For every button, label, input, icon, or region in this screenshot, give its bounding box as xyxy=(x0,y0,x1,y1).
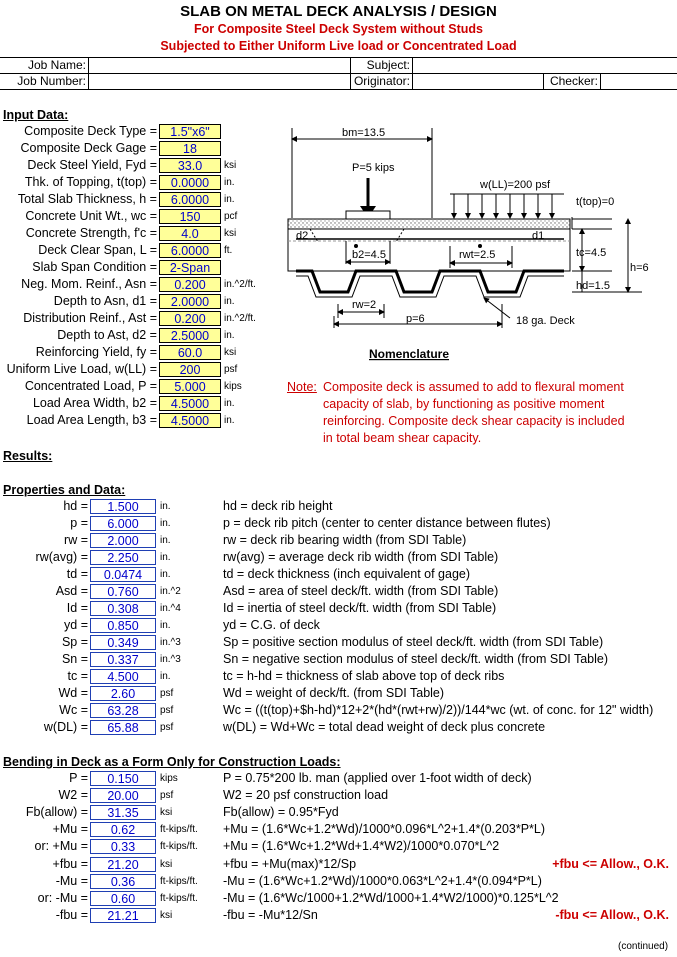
input-unit: ksi xyxy=(224,160,237,171)
property-description: Id = inertia of steel deck/ft. width (from SDI Table) xyxy=(223,601,497,615)
nomenclature-diagram xyxy=(282,118,658,362)
input-label: Slab Span Condition = xyxy=(32,260,157,274)
property-description: td = deck thickness (inch equivalent of gage) xyxy=(223,567,471,581)
input-label: Load Area Width, b2 = xyxy=(32,396,157,410)
job-name-label: Job Name: xyxy=(27,58,86,72)
sheet-subtitle-2: Subjected to Either Uniform Live load or Concentrated Load xyxy=(160,39,517,53)
property-description: Sp = positive section modulus of steel deck/ft. width (from SDI Table) xyxy=(223,635,604,649)
input-value-cell[interactable]: 2.5000 xyxy=(159,328,221,343)
input-label: Thk. of Topping, t(top) = xyxy=(24,175,157,189)
bending-description: +fbu = +Mu(max)*12/Sp xyxy=(223,857,357,871)
input-value-cell[interactable]: 4.0 xyxy=(159,226,221,241)
bending-unit: ksi xyxy=(160,807,173,818)
property-label: yd = xyxy=(64,618,88,632)
bending-value-cell: 0.150 xyxy=(90,771,156,786)
note-label: Note: xyxy=(287,380,317,394)
input-unit: in. xyxy=(224,415,235,426)
property-unit: in. xyxy=(160,671,171,682)
property-value-cell: 0.308 xyxy=(90,601,156,616)
property-value-cell: 0.760 xyxy=(90,584,156,599)
input-value-cell[interactable]: 5.000 xyxy=(159,379,221,394)
input-label: Depth to Ast, d2 = xyxy=(57,328,157,342)
input-value-cell[interactable]: 60.0 xyxy=(159,345,221,360)
header-divider-bottom xyxy=(0,89,677,90)
property-value-cell: 6.000 xyxy=(90,516,156,531)
input-label: Uniform Live Load, w(LL) = xyxy=(6,362,157,376)
subject-label: Subject: xyxy=(366,58,410,72)
property-unit: psf xyxy=(160,688,174,699)
bending-unit: ft-kips/ft. xyxy=(160,841,198,852)
rw-label: rw=2 xyxy=(352,299,377,311)
bending-unit: ksi xyxy=(160,910,173,921)
input-value-cell[interactable]: 200 xyxy=(159,362,221,377)
bending-value-cell: 31.35 xyxy=(90,805,156,820)
p-load-label: P=5 kips xyxy=(352,162,395,174)
property-description: tc = h-hd = thickness of slab above top of deck ribs xyxy=(223,669,505,683)
input-value-cell[interactable]: 6.0000 xyxy=(159,192,221,207)
input-label: Total Slab Thickness, h = xyxy=(17,192,157,206)
bending-description: +Mu = (1.6*Wc+1.2*Wd)/1000*0.096*L^2+1.4*(0.203*P*L) xyxy=(223,822,546,836)
input-unit: in. xyxy=(224,177,235,188)
input-value-cell[interactable]: 2.0000 xyxy=(159,294,221,309)
property-description: yd = C.G. of deck xyxy=(223,618,320,632)
property-unit: in. xyxy=(160,501,171,512)
property-value-cell: 63.28 xyxy=(90,703,156,718)
input-value-cell[interactable]: 0.200 xyxy=(159,311,221,326)
input-label: Neg. Mom. Reinf., Asn = xyxy=(21,277,157,291)
property-value-cell: 65.88 xyxy=(90,720,156,735)
results-heading: Results: xyxy=(3,449,53,463)
property-unit: in.^3 xyxy=(160,637,181,648)
input-unit: in. xyxy=(224,296,235,307)
property-unit: psf xyxy=(160,722,174,733)
input-label: Reinforcing Yield, fy = xyxy=(35,345,157,359)
input-unit: in.^2/ft. xyxy=(224,313,256,324)
bending-label: or: +Mu = xyxy=(34,839,88,853)
property-description: rw = deck rib bearing width (from SDI Table) xyxy=(223,533,467,547)
bending-label: +Mu = xyxy=(52,822,88,836)
input-data-heading: Input Data: xyxy=(3,108,69,122)
bending-label: P = xyxy=(69,771,88,785)
bending-label: +fbu = xyxy=(52,857,88,871)
property-label: tc = xyxy=(67,669,88,683)
d1-label: d1 xyxy=(532,230,545,242)
job-number-label: Job Number: xyxy=(17,74,86,88)
continued-note: (continued) xyxy=(618,941,669,952)
property-label: Sn = xyxy=(61,652,88,666)
input-label: Deck Clear Span, L = xyxy=(38,243,157,257)
property-description: w(DL) = Wd+Wc = total dead weight of deck plus concrete xyxy=(223,720,546,734)
input-value-cell[interactable]: 2-Span xyxy=(159,260,221,275)
bending-description: Fb(allow) = 0.95*Fyd xyxy=(223,805,339,819)
bending-value-cell: 0.36 xyxy=(90,874,156,889)
property-label: rw = xyxy=(64,533,88,547)
property-description: Sn = negative section modulus of steel deck/ft. width (from SDI Table) xyxy=(223,652,609,666)
bending-label: Fb(allow) = xyxy=(25,805,88,819)
job-number-field[interactable] xyxy=(90,74,348,88)
property-description: rw(avg) = average deck rib width (from SDI Table) xyxy=(223,550,499,564)
input-unit: ft. xyxy=(224,245,233,256)
property-label: rw(avg) = xyxy=(35,550,88,564)
bending-label: -fbu = xyxy=(55,908,88,922)
pitch-label: p=6 xyxy=(406,313,425,325)
bending-description: -Mu = (1.6*Wc+1.2*Wd)/1000*0.063*L^2+1.4*(0.094*P*L) xyxy=(223,874,542,888)
property-unit: in.^3 xyxy=(160,654,181,665)
property-value-cell: 4.500 xyxy=(90,669,156,684)
input-label: Composite Deck Type = xyxy=(24,124,157,138)
input-value-cell[interactable]: 0.0000 xyxy=(159,175,221,190)
bending-value-cell: 20.00 xyxy=(90,788,156,803)
bending-heading: Bending in Deck as a Form Only for Construction Loads: xyxy=(3,755,341,769)
input-unit: in. xyxy=(224,330,235,341)
bending-unit: ft-kips/ft. xyxy=(160,824,198,835)
originator-label: Originator: xyxy=(353,74,410,88)
property-unit: psf xyxy=(160,705,174,716)
property-label: Wc = xyxy=(59,703,88,717)
input-unit: in.^2/ft. xyxy=(224,279,256,290)
property-description: hd = deck rib height xyxy=(223,499,333,513)
input-value-cell[interactable]: 0.200 xyxy=(159,277,221,292)
sheet-subtitle-1: For Composite Steel Deck System without Studs xyxy=(194,22,483,36)
bending-label: -Mu = xyxy=(55,874,88,888)
property-unit: in. xyxy=(160,552,171,563)
property-description: Wc = ((t(top)+$h-hd)*12+2*(hd*(rwt+rw)/2))/144*wc (wt. of conc. for 12" width) xyxy=(223,703,654,717)
sheet-title: SLAB ON METAL DECK ANALYSIS / DESIGN xyxy=(180,3,497,20)
checker-field[interactable] xyxy=(602,74,674,88)
subject-field[interactable] xyxy=(414,58,674,72)
header-col-divider-5 xyxy=(600,73,601,89)
bm-label: bm=13.5 xyxy=(342,127,386,139)
header-col-divider-1 xyxy=(88,57,89,89)
bending-description: P = 0.75*200 lb. man (applied over 1-foot width of deck) xyxy=(223,771,532,785)
bending-check-status: +fbu <= Allow., O.K. xyxy=(552,857,669,871)
input-label: Distribution Reinf., Ast = xyxy=(23,311,157,325)
property-unit: in.^2 xyxy=(160,586,181,597)
bending-description: W2 = 20 psf construction load xyxy=(223,788,389,802)
input-label: Composite Deck Gage = xyxy=(20,141,157,155)
note-line-3: reinforcing. Composite deck shear capacity is included xyxy=(323,414,625,428)
property-value-cell: 1.500 xyxy=(90,499,156,514)
property-label: hd = xyxy=(63,499,88,513)
property-value-cell: 0.337 xyxy=(90,652,156,667)
bending-label: W2 = xyxy=(58,788,88,802)
bending-description: -Mu = (1.6*Wc/1000+1.2*Wd/1000+1.4*W2/1000)*0.125*L^2 xyxy=(223,891,559,905)
nomenclature-caption: Nomenclature xyxy=(369,347,450,361)
d2-label: d2 xyxy=(296,230,309,242)
property-unit: in. xyxy=(160,518,171,529)
property-unit: in. xyxy=(160,620,171,631)
input-value-cell[interactable]: 33.0 xyxy=(159,158,221,173)
input-label: Concrete Strength, f'c = xyxy=(25,226,157,240)
property-description: Wd = weight of deck/ft. (from SDI Table) xyxy=(223,686,445,700)
bending-unit: psf xyxy=(160,790,174,801)
deck-gage-label: 18 ga. Deck xyxy=(516,315,575,327)
property-label: Id = xyxy=(66,601,88,615)
bending-check-status: -fbu <= Allow., O.K. xyxy=(555,908,669,922)
input-unit: ksi xyxy=(224,228,237,239)
input-label: Concrete Unit Wt., wc = xyxy=(25,209,157,223)
property-description: p = deck rib pitch (center to center distance between flutes) xyxy=(223,516,551,530)
bending-label: or: -Mu = xyxy=(37,891,88,905)
tc-label: tc=4.5 xyxy=(576,247,607,259)
bending-description: +Mu = (1.6*Wc+1.2*Wd+1.4*W2)/1000*0.070*L^2 xyxy=(223,839,500,853)
h-label: h=6 xyxy=(630,262,649,274)
input-unit: psf xyxy=(224,364,238,375)
input-value-cell[interactable]: 150 xyxy=(159,209,221,224)
note-line-4: in total beam shear capacity. xyxy=(323,431,482,445)
ttop-label: t(top)=0 xyxy=(576,196,615,208)
bending-value-cell: 21.20 xyxy=(90,857,156,872)
input-label: Concentrated Load, P = xyxy=(24,379,157,393)
bending-unit: kips xyxy=(160,773,178,784)
input-label: Load Area Length, b3 = xyxy=(26,413,157,427)
property-unit: in. xyxy=(160,569,171,580)
input-value-cell[interactable]: 6.0000 xyxy=(159,243,221,258)
property-label: Sp = xyxy=(61,635,88,649)
property-description: Asd = area of steel deck/ft. width (from SDI Table) xyxy=(223,584,499,598)
property-value-cell: 2.250 xyxy=(90,550,156,565)
input-unit: in. xyxy=(224,398,235,409)
note-line-2: capacity of slab, by functioning as positive moment xyxy=(323,397,605,411)
b2-label: b2=4.5 xyxy=(352,249,386,261)
properties-heading: Properties and Data: xyxy=(3,483,126,497)
input-label: Deck Steel Yield, Fyd = xyxy=(27,158,157,172)
input-value-cell[interactable]: 4.5000 xyxy=(159,413,221,428)
property-label: td = xyxy=(66,567,88,581)
property-value-cell: 0.349 xyxy=(90,635,156,650)
bending-value-cell: 0.62 xyxy=(90,822,156,837)
header-col-divider-2 xyxy=(350,57,351,89)
wll-label: w(LL)=200 psf xyxy=(480,179,551,191)
rwt-label: rwt=2.5 xyxy=(459,249,496,261)
input-unit: pcf xyxy=(224,211,238,222)
property-value-cell: 2.000 xyxy=(90,533,156,548)
property-label: Asd = xyxy=(55,584,88,598)
property-value-cell: 2.60 xyxy=(90,686,156,701)
input-value-cell[interactable]: 4.5000 xyxy=(159,396,221,411)
hd-label: hd=1.5 xyxy=(576,280,610,292)
bending-unit: ft-kips/ft. xyxy=(160,893,198,904)
checker-label: Checker: xyxy=(549,74,598,88)
note-line-1: Composite deck is assumed to add to flexural moment xyxy=(323,380,624,394)
bending-unit: ft-kips/ft. xyxy=(160,876,198,887)
bending-unit: ksi xyxy=(160,859,173,870)
input-value-cell[interactable]: 1.5"x6" xyxy=(159,124,221,139)
bending-value-cell: 0.60 xyxy=(90,891,156,906)
property-unit: in.^4 xyxy=(160,603,181,614)
input-unit: ksi xyxy=(224,347,237,358)
header-col-divider-4 xyxy=(543,73,544,89)
originator-field[interactable] xyxy=(414,74,542,88)
input-unit: kips xyxy=(224,381,242,392)
job-name-field[interactable] xyxy=(90,58,348,72)
property-label: w(DL) = xyxy=(43,720,88,734)
header-col-divider-3 xyxy=(412,57,413,89)
input-label: Depth to Asn, d1 = xyxy=(53,294,157,308)
property-unit: in. xyxy=(160,535,171,546)
property-label: Wd = xyxy=(58,686,88,700)
property-value-cell: 0.0474 xyxy=(90,567,156,582)
input-value-cell[interactable]: 18 xyxy=(159,141,221,156)
bending-value-cell: 21.21 xyxy=(90,908,156,923)
bending-value-cell: 0.33 xyxy=(90,839,156,854)
property-label: p = xyxy=(70,516,88,530)
property-value-cell: 0.850 xyxy=(90,618,156,633)
input-unit: in. xyxy=(224,194,235,205)
bending-description: -fbu = -Mu*12/Sn xyxy=(223,908,318,922)
